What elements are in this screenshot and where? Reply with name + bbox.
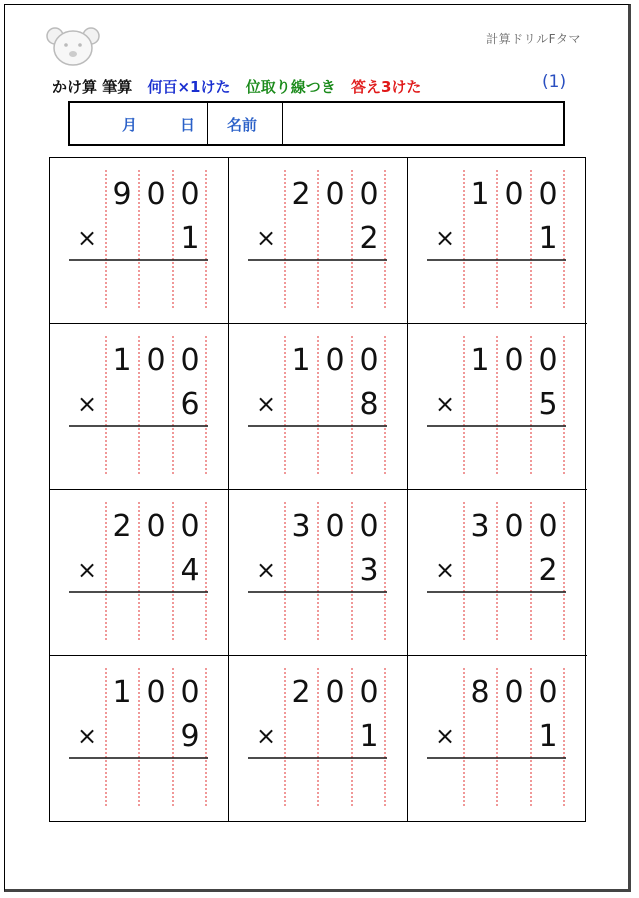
multiply-sign: × [255,390,277,418]
multiply-sign: × [434,722,456,750]
multiplier-digit: 5 [538,387,558,422]
problem-drawing [50,158,229,324]
problem-cell[interactable] [50,490,229,656]
sheet-number: (1) [542,72,567,92]
multiplicand-digit: 1 [470,343,490,378]
multiplicand-digit: 9 [112,177,132,212]
multiplicand-digit: 0 [180,509,200,544]
multiply-sign: × [434,556,456,584]
multiplier-digit: 1 [538,719,558,754]
multiplicand-digit: 3 [470,509,490,544]
problem-drawing [50,324,229,490]
multiplicand-digit: 3 [291,509,311,544]
multiplicand-digit: 1 [112,675,132,710]
multiplicand-digit: 0 [146,177,166,212]
problem-cell[interactable] [229,656,408,822]
multiplier-digit: 3 [359,553,379,588]
multiply-sign: × [76,556,98,584]
multiplicand-digit: 0 [359,343,379,378]
multiplicand-digit: 2 [291,177,311,212]
multiply-sign: × [255,722,277,750]
problem-cell[interactable] [229,490,408,656]
name-input-area[interactable] [284,103,563,144]
problem-drawing [408,490,587,656]
problem-cell[interactable] [50,158,229,324]
problem-cell[interactable] [408,490,587,656]
multiply-sign: × [76,722,98,750]
name-label: 名前 [227,116,258,134]
multiplicand-digit: 0 [146,343,166,378]
multiplicand-digit: 0 [504,343,524,378]
worksheet-title [52,76,431,97]
title-part: かけ算 筆算 [52,78,133,96]
problem-drawing [50,490,229,656]
problem-drawing [408,656,587,822]
problem-drawing [229,490,408,656]
multiplicand-digit: 0 [180,675,200,710]
problem-drawing [229,158,408,324]
multiplicand-digit: 0 [359,509,379,544]
problem-cell[interactable] [50,656,229,822]
brand-text: 計算ドリルFタマ [486,32,581,46]
multiplier-digit: 1 [180,221,200,256]
multiplicand-digit: 0 [538,177,558,212]
multiplier-digit: 2 [359,221,379,256]
problem-cell[interactable] [408,158,587,324]
month-label: 月 [122,116,138,134]
multiplicand-digit: 0 [180,177,200,212]
multiplicand-digit: 0 [325,509,345,544]
multiplicand-digit: 1 [470,177,490,212]
multiplicand-digit: 0 [538,675,558,710]
problem-cell[interactable] [408,656,587,822]
multiplicand-digit: 0 [325,343,345,378]
problem-drawing [50,656,229,822]
multiplicand-digit: 2 [291,675,311,710]
multiply-sign: × [434,224,456,252]
multiplicand-digit: 2 [112,509,132,544]
title-part: 位取り線つき [245,78,336,96]
multiplicand-digit: 0 [504,675,524,710]
multiply-sign: × [76,224,98,252]
multiply-sign: × [255,224,277,252]
multiplier-digit: 2 [538,553,558,588]
problem-grid [49,157,586,822]
title-part: 何百×1けた [147,78,231,96]
multiplicand-digit: 0 [538,343,558,378]
multiplier-digit: 4 [180,553,200,588]
name-box-divider [282,103,283,144]
problem-cell[interactable] [408,324,587,490]
problem-cell[interactable] [229,158,408,324]
problem-drawing [408,324,587,490]
multiplier-digit: 9 [180,719,200,754]
name-box-divider [207,103,208,144]
multiply-sign: × [76,390,98,418]
multiplicand-digit: 0 [504,177,524,212]
multiplicand-digit: 0 [146,675,166,710]
multiplicand-digit: 0 [325,675,345,710]
multiplicand-digit: 1 [112,343,132,378]
multiplicand-digit: 0 [359,177,379,212]
multiplier-digit: 1 [359,719,379,754]
multiplicand-digit: 0 [359,675,379,710]
problem-cell[interactable] [229,324,408,490]
multiplicand-digit: 0 [538,509,558,544]
multiplicand-digit: 0 [325,177,345,212]
multiplier-digit: 6 [180,387,200,422]
multiplicand-digit: 0 [180,343,200,378]
multiplicand-digit: 0 [504,509,524,544]
problem-drawing [229,324,408,490]
multiplicand-digit: 8 [470,675,490,710]
multiplicand-digit: 1 [291,343,311,378]
multiplier-digit: 1 [538,221,558,256]
problem-drawing [408,158,587,324]
multiplier-digit: 8 [359,387,379,422]
day-label: 日 [180,116,196,134]
problem-drawing [229,656,408,822]
name-box [68,101,565,146]
title-part: 答え3けた [350,78,422,96]
multiply-sign: × [434,390,456,418]
multiply-sign: × [255,556,277,584]
bear-face-icon [46,26,100,68]
multiplicand-digit: 0 [146,509,166,544]
problem-cell[interactable] [50,324,229,490]
